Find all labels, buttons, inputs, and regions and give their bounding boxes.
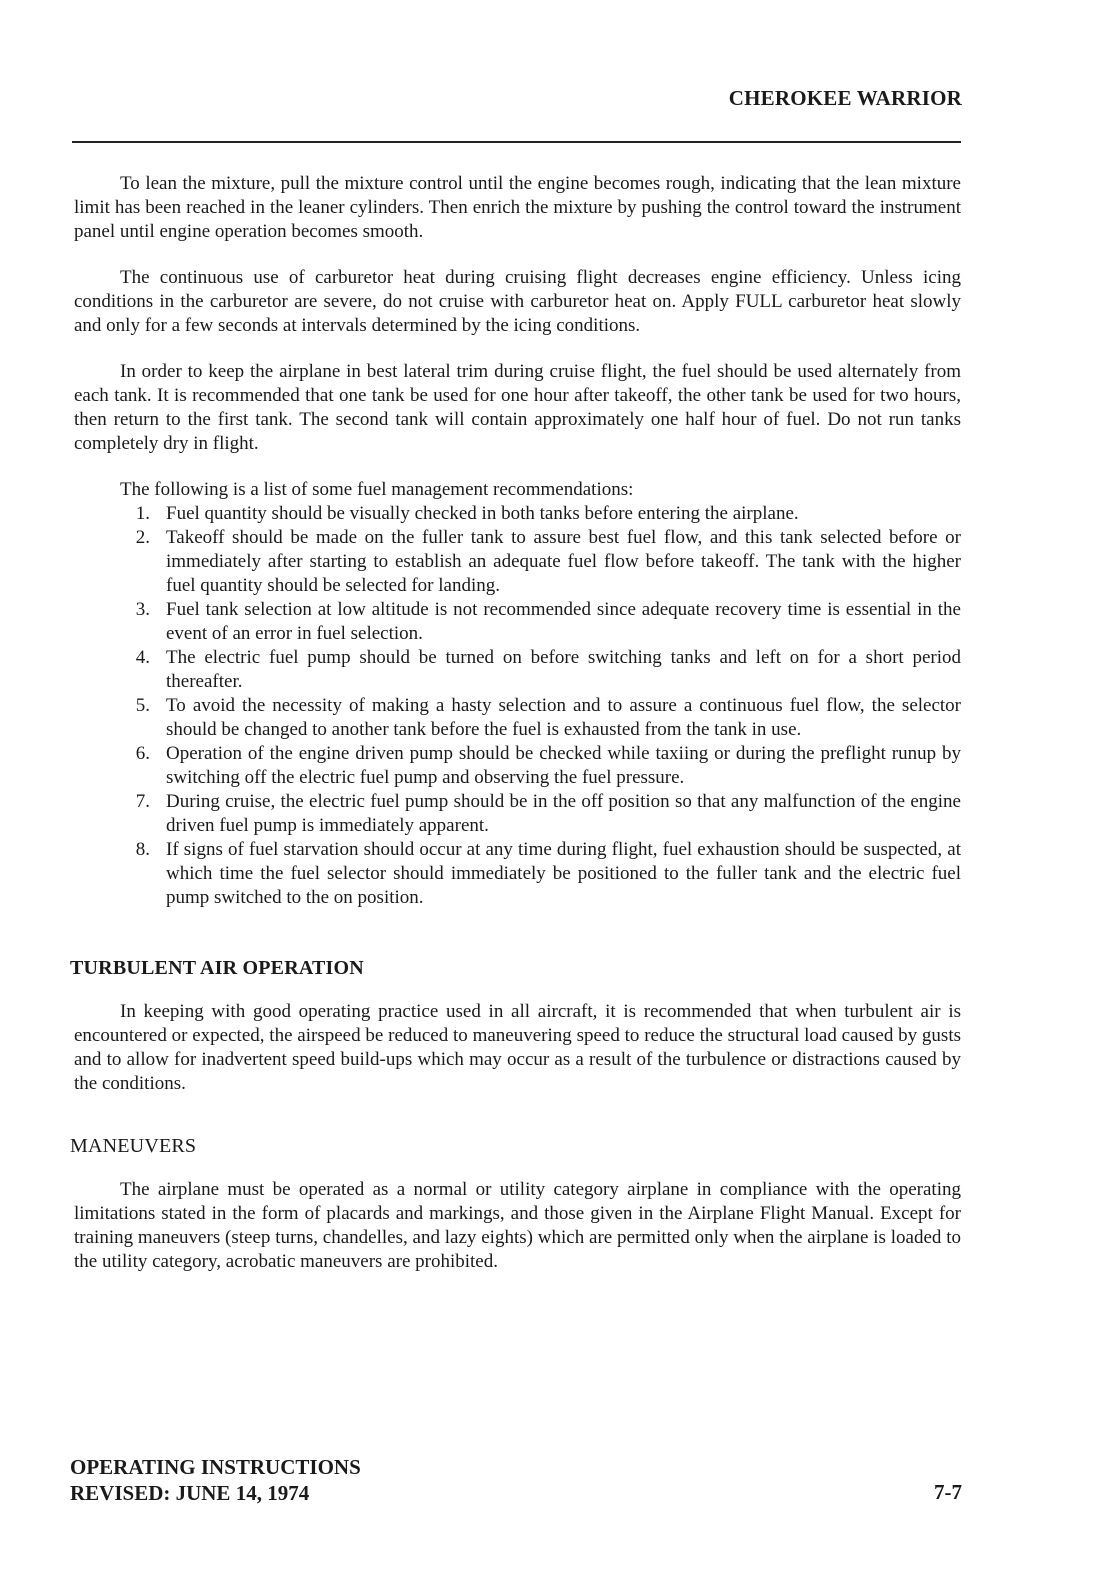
list-item	[74, 598, 961, 646]
list-item-number: 4.	[135, 647, 150, 668]
list-item-text: The electric fuel pump should be turned on before switching tanks and left on for a short period thereafter.	[166, 647, 961, 692]
list-item-number: 7.	[135, 791, 150, 812]
paragraph-lean-mixture: To lean the mixture, pull the mixture control until the engine becomes rough, indicating that the lean mixture limit has been reached in the leaner cylinders. Then enrich the mixture by pushing the control toward the instrument panel until engine operation becomes smooth.	[74, 173, 961, 242]
footer-revision-date: REVISED: JUNE 14, 1974	[70, 1481, 310, 1505]
page-number: 7-7	[934, 1480, 962, 1504]
footer-section-title: OPERATING INSTRUCTIONS	[70, 1455, 361, 1479]
list-item-number: 2.	[135, 527, 150, 548]
list-item-number: 8.	[135, 839, 150, 860]
header-divider	[72, 141, 961, 143]
list-item-number: 6.	[135, 743, 150, 764]
list-item-text: Operation of the engine driven pump should be checked while taxiing or during the preflight runup by switching off the electric fuel pump and observing the fuel pressure.	[166, 743, 961, 788]
paragraph-maneuvers: The airplane must be operated as a normal or utility category airplane in compliance with the operating limitations stated in the form of placards and markings, and those given in the Airplane Flight Manual. Except for training maneuvers (steep turns, chandelles, and lazy eights) which are permitted only when the airplane is loaded to the utility category, acrobatic maneuvers are prohibited.	[74, 1179, 961, 1272]
list-item-text: If signs of fuel starvation should occur at any time during flight, fuel exhaustion should be suspected, at which time the fuel selector should immediately be positioned to the fuller tank and the electric fuel pump switched to the on position.	[166, 839, 961, 908]
section-heading-maneuvers: MANEUVERS	[70, 1135, 197, 1157]
list-item-text: Takeoff should be made on the fuller tank to assure best fuel flow, and this tank selected before or immediately after starting to establish an adequate fuel flow before takeoff. The tank with the higher fuel quantity should be selected for landing.	[166, 527, 961, 596]
paragraph-lateral-trim: In order to keep the airplane in best lateral trim during cruise flight, the fuel should be used alternately from each tank. It is recommended that one tank be used for one hour after takeoff, the other tank be used for two hours, then return to the first tank. The second tank will contain approximately one half hour of fuel. Do not run tanks completely dry in flight.	[74, 361, 961, 454]
list-item-number: 1.	[135, 503, 150, 524]
list-item-text: During cruise, the electric fuel pump should be in the off position so that any malfunction of the engine driven fuel pump is immediately apparent.	[166, 791, 961, 836]
list-item	[74, 502, 961, 526]
footer-section-info	[70, 1454, 361, 1506]
list-item	[74, 790, 961, 838]
list-item	[74, 694, 961, 742]
fuel-recommendations-list	[74, 502, 961, 910]
running-header-title: CHEROKEE WARRIOR	[728, 86, 962, 110]
paragraph-turbulent-air: In keeping with good operating practice used in all aircraft, it is recommended that when turbulent air is encountered or expected, the airspeed be reduced to maneuvering speed to reduce the structural load caused by gusts and to allow for inadvertent speed build-ups which may occur as a result of the turbulence or distractions caused by the conditions.	[74, 1001, 961, 1094]
list-item	[74, 526, 961, 598]
page-body	[70, 172, 961, 1274]
recommendations-intro: The following is a list of some fuel management recommendations:	[120, 479, 634, 500]
list-item	[74, 646, 961, 694]
list-item-text: Fuel quantity should be visually checked in both tanks before entering the airplane.	[166, 503, 799, 524]
list-item	[74, 838, 961, 910]
paragraph-carburetor-heat: The continuous use of carburetor heat during cruising flight decreases engine efficiency. Unless icing conditions in the carburetor are severe, do not cruise with carburetor heat on. Apply FULL carburetor heat slowly and only for a few seconds at intervals determined by the icing conditions.	[74, 267, 961, 336]
list-item-text: To avoid the necessity of making a hasty selection and to assure a continuous fuel flow, the selector should be changed to another tank before the fuel is exhausted from the tank in use.	[166, 695, 961, 740]
section-heading-turbulent-air: TURBULENT AIR OPERATION	[70, 957, 364, 979]
list-item-number: 5.	[135, 695, 150, 716]
list-item-text: Fuel tank selection at low altitude is not recommended since adequate recovery time is essential in the event of an error in fuel selection.	[166, 599, 961, 644]
list-item	[74, 742, 961, 790]
list-item-number: 3.	[135, 599, 150, 620]
